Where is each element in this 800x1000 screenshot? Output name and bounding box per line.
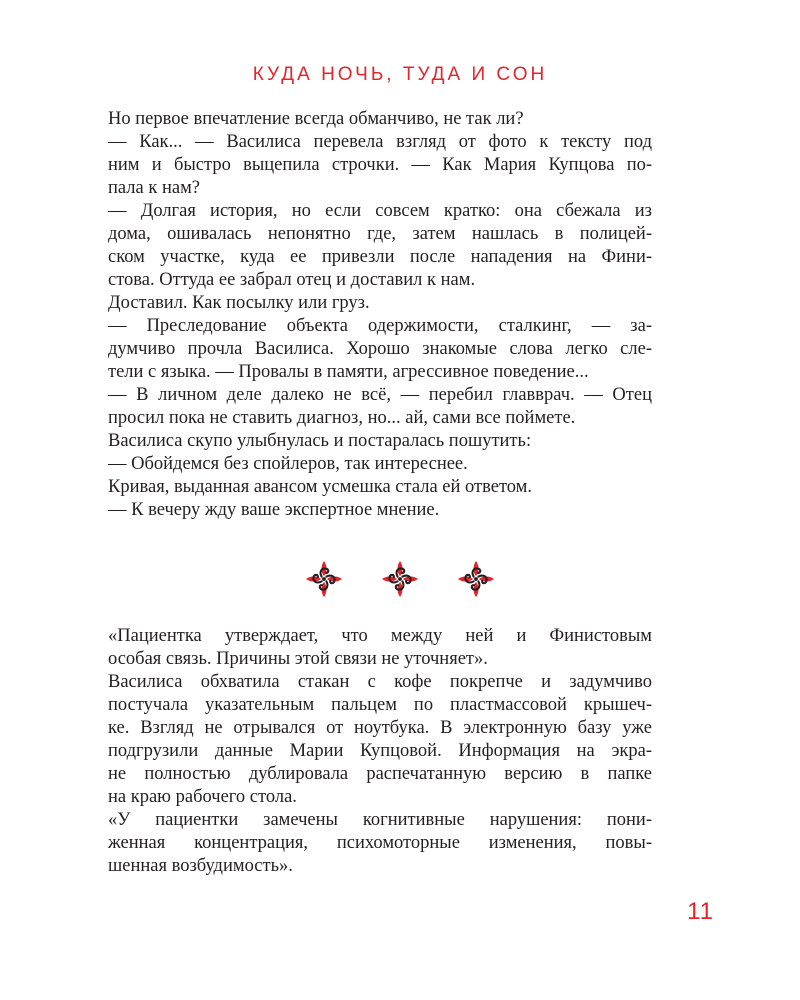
- text-line: стова. Оттуда ее забрал отец и доставил к нам.: [108, 270, 476, 290]
- text-line: на краю рабочего стола.: [108, 787, 297, 807]
- text-line: ним и быстро выцепила строчки. — Как Мария Купцова по-: [108, 155, 652, 175]
- text-line: особая связь. Причины этой связи не уточняет».: [108, 649, 488, 669]
- text-line: — В личном деле далеко не всё, — перебил главврач. — Отец: [108, 385, 652, 405]
- text-line: пала к нам?: [108, 178, 200, 198]
- text-line: «У пациентки замечены когнитивные нарушения: пони-: [108, 810, 652, 830]
- text-line: женная концентрация, психомоторные изменения, повы-: [108, 833, 652, 853]
- text-line: «Пациентка утверждает, что между ней и Финистовым: [108, 626, 652, 646]
- text-line: Но первое впечатление всегда обманчиво, не так ли?: [108, 109, 524, 129]
- text-line: Кривая, выданная авансом усмешка стала ей ответом.: [108, 477, 533, 497]
- text-line: ском участке, куда ее привезли после нападения на Фини-: [108, 247, 652, 267]
- text-block-bottom: [108, 625, 652, 878]
- section-divider: [0, 560, 800, 598]
- text-line: — Как... — Василиса перевела взгляд от фото к тексту под: [108, 132, 652, 152]
- text-line: дома, ошивалась непонятно где, затем нашлась в полицей-: [108, 224, 652, 244]
- text-line: постучала указательным пальцем по пластмассовой крышеч-: [108, 695, 652, 715]
- text-line: Василиса обхватила стакан с кофе покрепче и задумчиво: [108, 672, 652, 692]
- page-number: 11: [687, 898, 714, 925]
- red-flower-ornament-icon: [305, 560, 343, 598]
- text-line: — Преследование объекта одержимости, сталкинг, — за-: [108, 316, 652, 336]
- text-block-top: [108, 108, 652, 522]
- text-line: — Долгая история, но если совсем кратко: она сбежала из: [108, 201, 652, 221]
- red-flower-ornament-icon: [457, 560, 495, 598]
- text-line: Василиса скупо улыбнулась и постаралась пошутить:: [108, 431, 532, 451]
- text-line: шенная возбудимость».: [108, 856, 293, 876]
- running-title: КУДА НОЧЬ, ТУДА И СОН: [252, 64, 548, 85]
- text-line: ке. Взгляд не отрывался от ноутбука. В электронную базу уже: [108, 718, 652, 738]
- text-line: тели с языка. — Провалы в памяти, агрессивное поведение...: [108, 362, 589, 382]
- text-line: — К вечеру жду ваше экспертное мнение.: [108, 500, 440, 520]
- text-line: Доставил. Как посылку или груз.: [108, 293, 370, 313]
- red-flower-ornament-icon: [381, 560, 419, 598]
- text-line: просил пока не ставить диагноз, но... ай, сами все поймете.: [108, 408, 576, 428]
- text-line: — Обойдемся без спойлеров, так интереснее.: [108, 454, 468, 474]
- text-line: думчиво прочла Василиса. Хорошо знакомые слова легко сле-: [108, 339, 652, 359]
- text-line: не полностью дублировала распечатанную версию в папке: [108, 764, 652, 784]
- text-line: подгрузили данные Марии Купцовой. Информация на экра-: [108, 741, 652, 761]
